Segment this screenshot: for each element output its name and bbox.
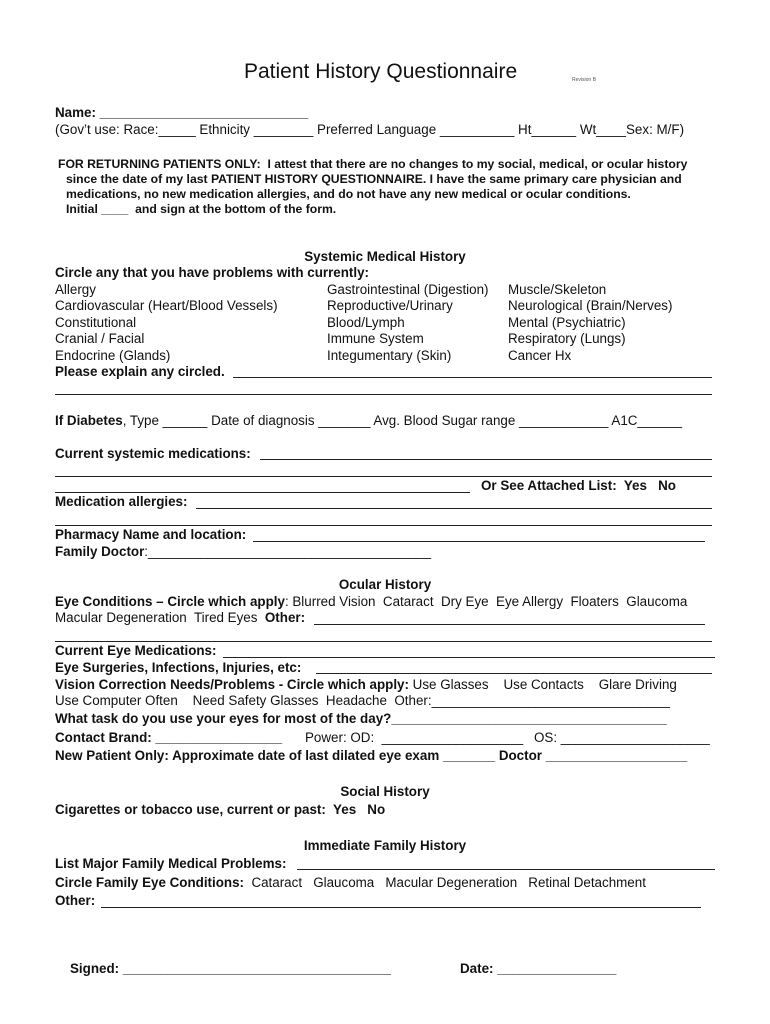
explain-field-2[interactable] xyxy=(55,394,712,395)
pharmacy-field[interactable] xyxy=(253,541,705,542)
eye-conditions-options[interactable]: : Blurred Vision Cataract Dry Eye Eye Allergy Floaters Glaucoma xyxy=(284,594,688,609)
condition-option[interactable]: Cardiovascular (Heart/Blood Vessels) xyxy=(55,298,278,313)
page-title: Patient History Questionnaire xyxy=(244,60,518,83)
vision-correction-label: Vision Correction Needs/Problems - Circle which apply: xyxy=(55,677,409,692)
attest-line-3: medications, no new medication allergies, and do not have any new medical or ocular conditions. xyxy=(66,187,631,201)
explain-field[interactable] xyxy=(233,377,712,378)
social-heading: Social History xyxy=(340,784,430,799)
condition-option[interactable]: Gastrointestinal (Digestion) xyxy=(327,282,489,297)
eye-surgeries-field[interactable] xyxy=(316,673,712,674)
vision-correction-options-2[interactable]: Use Computer Often Need Safety Glasses Headache Other:________________________________ xyxy=(55,693,670,708)
vision-correction-options[interactable]: Use Glasses Use Contacts Glare Driving xyxy=(408,677,677,692)
explain-label: Please explain any circled. xyxy=(55,364,225,379)
condition-option[interactable]: Muscle/Skeleton xyxy=(508,282,607,297)
family-problems-field[interactable] xyxy=(297,869,715,870)
attest-line-2: since the date of my last PATIENT HISTORY QUESTIONNAIRE. I have the same primary care physician and xyxy=(66,172,682,186)
family-doctor-label: Family Doctor xyxy=(55,544,145,559)
systemic-meds-field-3[interactable] xyxy=(55,492,470,493)
condition-option[interactable]: Mental (Psychiatric) xyxy=(508,315,626,330)
systemic-meds-field[interactable] xyxy=(260,459,712,460)
power-os-field[interactable]: OS: ____________________ xyxy=(534,730,710,745)
condition-option[interactable]: Blood/Lymph xyxy=(327,315,405,330)
family-doctor-line[interactable]: :______________________________________ xyxy=(144,544,432,559)
dilated-exam-line[interactable] xyxy=(55,748,687,764)
eye-task-label: What task do you use your eyes for most of the day? xyxy=(55,711,392,726)
circle-instructions: Circle any that you have problems with currently: xyxy=(55,265,370,280)
attest-line-1: FOR RETURNING PATIENTS ONLY: I attest that there are no changes to my social, medical, or ocular history xyxy=(58,157,688,171)
signed-label: Signed: xyxy=(70,961,123,976)
eye-conditions-label: Eye Conditions – Circle which apply xyxy=(55,594,285,609)
diabetes-label: If Diabetes xyxy=(55,413,123,428)
eye-other-field[interactable] xyxy=(314,624,705,625)
condition-option[interactable]: Respiratory (Lungs) xyxy=(508,331,626,346)
diabetes-fields[interactable]: , Type ______ Date of diagnosis _______ Avg. Blood Sugar range ____________ A1C______ xyxy=(122,413,683,428)
family-doctor-field[interactable] xyxy=(55,544,431,560)
condition-option[interactable]: Cranial / Facial xyxy=(55,331,145,346)
eye-conditions-line-2[interactable] xyxy=(55,610,305,626)
pharmacy-label: Pharmacy Name and location: xyxy=(55,527,247,542)
diabetes-line[interactable] xyxy=(55,413,682,429)
attest-initial-field[interactable]: Initial ____ and sign at the bottom of the form. xyxy=(66,202,337,216)
family-heading: Immediate Family History xyxy=(303,838,467,853)
date-field[interactable]: ________________ xyxy=(497,961,617,976)
eye-surgeries-label: Eye Surgeries, Infections, Injuries, etc: xyxy=(55,660,302,675)
date-line[interactable] xyxy=(460,961,616,977)
eye-other-field-2[interactable] xyxy=(55,641,712,642)
family-eye-options[interactable]: Cataract Glaucoma Macular Degeneration Retinal Detachment xyxy=(244,875,646,890)
signature-line[interactable] xyxy=(70,961,391,977)
med-allergies-label: Medication allergies: xyxy=(55,494,188,509)
revision-label: Revision B xyxy=(572,77,596,83)
eye-task-line[interactable] xyxy=(55,711,667,727)
tobacco-question[interactable]: Cigarettes or tobacco use, current or past: Yes No xyxy=(55,802,386,817)
dilated-doctor-label: Doctor xyxy=(498,748,542,763)
eye-conditions-options-2[interactable]: Macular Degeneration Tired Eyes xyxy=(55,610,265,625)
eye-meds-field[interactable] xyxy=(223,657,715,658)
condition-option[interactable]: Constitutional xyxy=(55,315,137,330)
dilated-doctor-field[interactable]: ___________________ xyxy=(541,748,688,763)
condition-option[interactable]: Allergy xyxy=(55,282,96,297)
attached-list-option[interactable]: Or See Attached List: Yes No xyxy=(481,478,676,493)
condition-option[interactable]: Integumentary (Skin) xyxy=(327,348,452,363)
ocular-heading: Ocular History xyxy=(338,577,432,592)
family-eye-label: Circle Family Eye Conditions: xyxy=(55,875,244,890)
eye-other-label: Other: xyxy=(264,610,306,625)
condition-option[interactable]: Endocrine (Glands) xyxy=(55,348,171,363)
family-problems-label: List Major Family Medical Problems: xyxy=(55,856,287,871)
govt-use-line[interactable]: (Gov’t use: Race:_____ Ethnicity ________ Preferred Language __________ Ht______ Wt____Sex: M/F) xyxy=(55,122,685,137)
dilated-exam-field[interactable]: _______ xyxy=(439,748,499,763)
systemic-meds-label: Current systemic medications: xyxy=(55,446,251,461)
dilated-exam-label: New Patient Only: Approximate date of last dilated eye exam xyxy=(55,748,440,763)
contact-brand-label: Contact Brand: xyxy=(55,730,152,745)
eye-meds-label: Current Eye Medications: xyxy=(55,643,217,658)
eye-task-field[interactable]: _____________________________________ xyxy=(391,711,667,726)
condition-option[interactable]: Immune System xyxy=(327,331,424,346)
systemic-meds-field-2[interactable] xyxy=(55,476,712,477)
systemic-heading: Systemic Medical History xyxy=(304,249,466,264)
vision-correction-line[interactable] xyxy=(55,677,677,693)
contact-brand-line[interactable] xyxy=(55,730,282,746)
date-label: Date: xyxy=(460,961,498,976)
name-field[interactable]: Name: ____________________________ xyxy=(55,105,309,120)
family-eye-line[interactable] xyxy=(55,875,646,891)
condition-option[interactable]: Reproductive/Urinary xyxy=(327,298,453,313)
family-other-label: Other: xyxy=(55,893,96,908)
med-allergies-field[interactable] xyxy=(196,508,712,509)
condition-option[interactable]: Neurological (Brain/Nerves) xyxy=(508,298,673,313)
contact-brand-field[interactable]: _________________ xyxy=(151,730,283,745)
signature-field[interactable]: ____________________________________ xyxy=(122,961,391,976)
eye-conditions-line[interactable] xyxy=(55,594,687,610)
med-allergies-field-2[interactable] xyxy=(55,525,712,526)
condition-option[interactable]: Cancer Hx xyxy=(508,348,572,363)
power-od-field[interactable]: Power: OD: ___________________ xyxy=(305,730,524,745)
family-other-field[interactable] xyxy=(101,907,701,908)
